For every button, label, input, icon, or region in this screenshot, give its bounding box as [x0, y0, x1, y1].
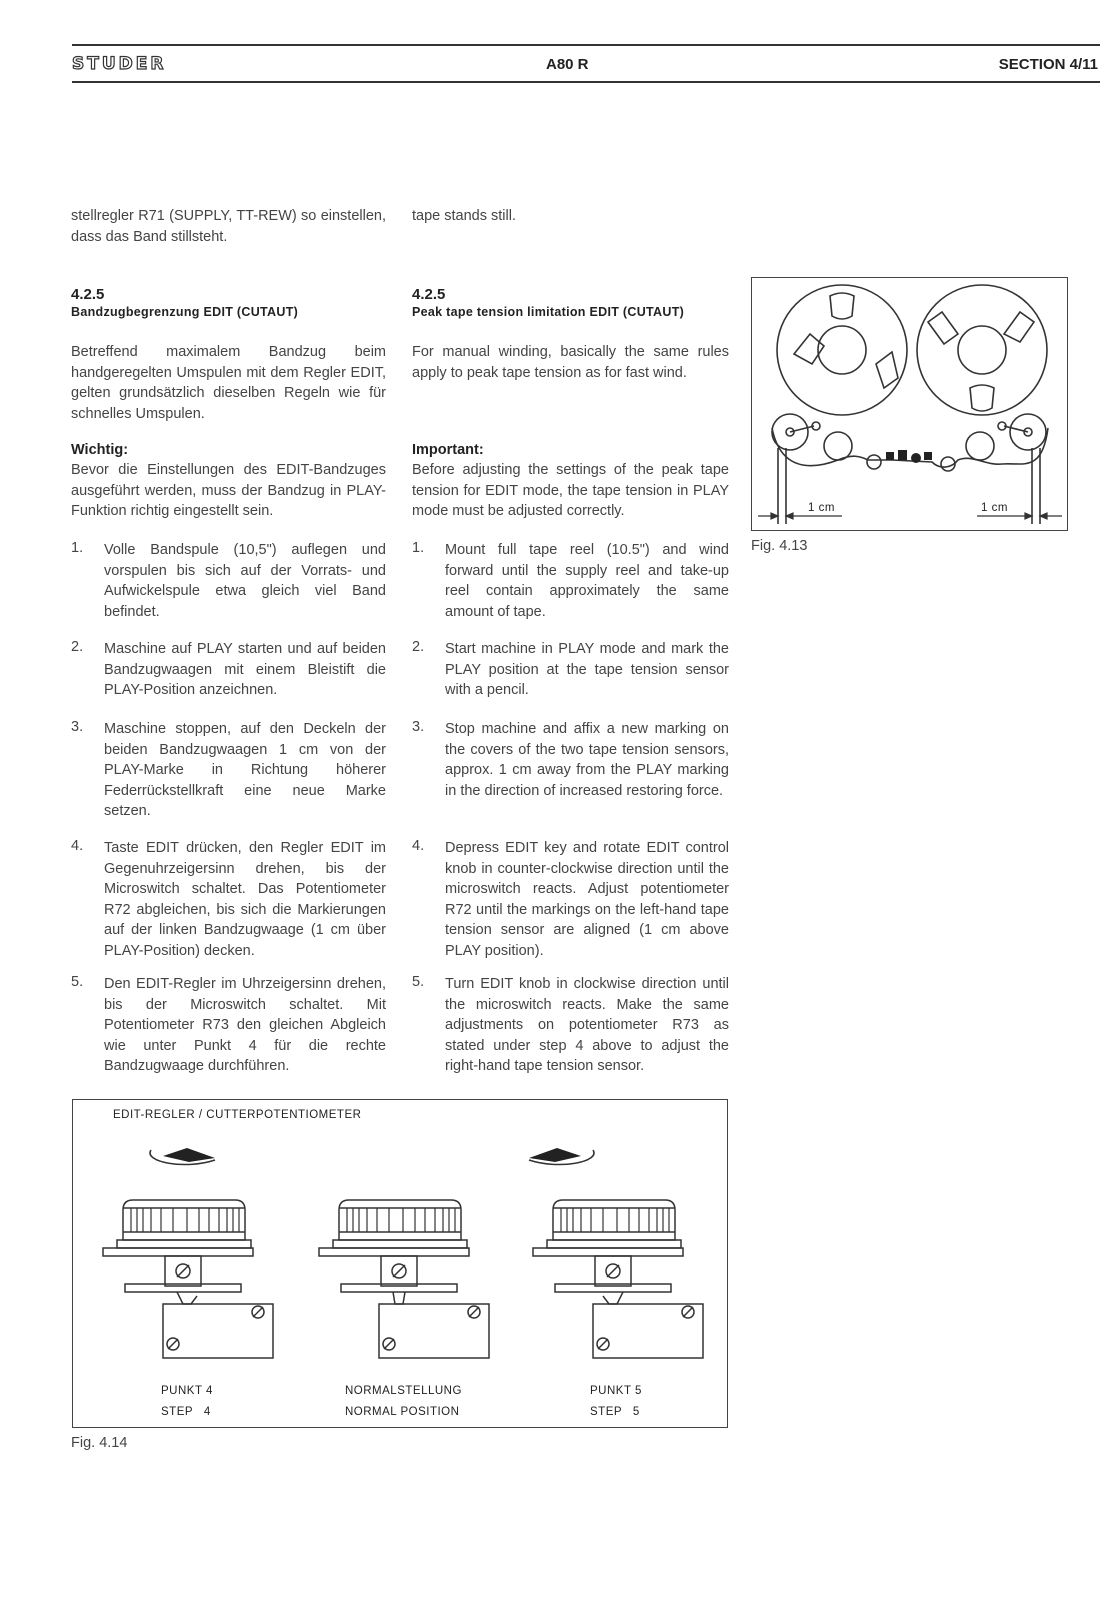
takeup-reel	[917, 285, 1047, 415]
position-label-de: PUNKT 5	[590, 1385, 642, 1397]
rotation-arrows	[150, 1150, 594, 1165]
de-step-text: Maschine stoppen, auf den Deckeln der beiden Bandzugwaagen 1 cm von der PLAY-Marke in Richtung höherer Federrückstellkraft eine neue Marke setzen.	[104, 721, 386, 819]
model-name: A80 R	[546, 56, 589, 73]
tape-head	[886, 452, 894, 460]
header-top-rule	[72, 44, 1100, 46]
left-dimension-label: 1 cm	[808, 502, 835, 514]
edit-knob-diagram	[73, 1100, 725, 1426]
takeup-reel-hub	[958, 326, 1006, 374]
en-step-text: Turn EDIT knob in clockwise direction until the microswitch reacts. Make the same adjustments on potentiometer R73 as stated under step 4 above to adjust the right-hand tape tension sensor.	[445, 976, 729, 1074]
supply-reel-hub	[818, 326, 866, 374]
de-important-text: Bevor die Einstellungen des EDIT-Bandzuges ausgeführt werden, muss der Bandzug in PLAY-Funktion richtig eingestellt sein.	[71, 462, 386, 519]
fig-4-14-caption: Fig. 4.14	[71, 1435, 128, 1451]
reel-window-shape	[1004, 312, 1034, 342]
en-step-number: 4.	[412, 838, 425, 854]
reel-window-shape	[876, 352, 898, 388]
position-label-en: STEP 4	[161, 1406, 211, 1418]
en-step-text: Depress EDIT key and rotate EDIT control knob in counter-clockwise direction until the microswitch reacts. Adjust potentiometer R72 until the markings on the left-hand tape tension sensor are aligned (1 cm above PLAY position).	[445, 840, 729, 959]
de-step-number: 1.	[71, 540, 84, 556]
en-step-text: Mount full tape reel (10.5") and wind forward until the supply reel and take-up reel contain approximately the same amount of tape.	[445, 542, 729, 620]
de-important-label: Wichtig:	[71, 442, 129, 458]
fig-4-14-frame	[72, 1099, 728, 1428]
de-step-text: Den EDIT-Regler im Uhrzeigersinn drehen, bis der Microswitch schaltet. Mit Potentiometer R73 den gleichen Abgleich wie unter Punkt 4 für die rechte Bandzugwaage durchführen.	[104, 976, 386, 1074]
section-number: SECTION 4/11	[998, 56, 1098, 73]
position-label-en: STEP 5	[590, 1406, 640, 1418]
position-label-en: NORMAL POSITION	[345, 1406, 460, 1418]
right-dimension-label: 1 cm	[981, 502, 1008, 514]
en-step-text: Stop machine and affix a new marking on the covers of the two tape tension sensors, approx. 1 cm away from the PLAY marking in the direction of increased restoring force.	[445, 721, 729, 799]
header-bottom-rule	[72, 81, 1100, 83]
de-step-number: 4.	[71, 838, 84, 854]
en-step-number: 5.	[412, 974, 425, 990]
position-label-de: NORMALSTELLUNG	[345, 1385, 462, 1397]
en-continuation: tape stands still.	[412, 208, 516, 224]
reel-window-shape	[970, 385, 994, 411]
fig-4-14-title: EDIT-REGLER / CUTTERPOTENTIOMETER	[113, 1109, 362, 1121]
capstan	[911, 453, 921, 463]
en-step-text: Start machine in PLAY mode and mark the PLAY position at the tape tension sensor with a pencil.	[445, 641, 729, 698]
de-step-number: 3.	[71, 719, 84, 735]
de-section-number: 4.2.5	[71, 286, 105, 303]
de-step-number: 2.	[71, 639, 84, 655]
de-step-text: Volle Bandspule (10,5") auflegen und vorspulen bis sich auf der Vorrats- und Aufwickelspule etwa gleich viel Band befindet.	[104, 542, 386, 620]
fig-4-13-caption: Fig. 4.13	[751, 538, 808, 554]
brand-logo: STUDER	[72, 54, 167, 74]
de-intro: Betreffend maximalem Bandzug beim handgeregelten Umspulen mit dem Regler EDIT, gelten grundsätzlich dieselben Regeln wie für schnelles Umspulen.	[71, 344, 386, 422]
en-section-number: 4.2.5	[412, 286, 446, 303]
en-important-text: Before adjusting the settings of the peak tape tension for EDIT mode, the tape tension in PLAY mode must be adjusted correctly.	[412, 462, 729, 519]
de-section-title: Bandzugbegrenzung EDIT (CUTAUT)	[71, 305, 299, 319]
en-step-number: 3.	[412, 719, 425, 735]
de-continuation: stellregler R71 (SUPPLY, TT-REW) so einstellen, dass das Band stillsteht.	[71, 208, 386, 245]
en-step-number: 1.	[412, 540, 425, 556]
en-important-label: Important:	[412, 442, 484, 458]
reel-window-shape	[928, 312, 958, 344]
en-intro: For manual winding, basically the same rules apply to peak tape tension as for fast wind.	[412, 344, 729, 381]
fig-4-13-frame	[751, 277, 1068, 531]
tape-machine-diagram	[752, 278, 1066, 529]
en-section-title: Peak tape tension limitation EDIT (CUTAUT)	[412, 305, 685, 319]
de-step-text: Taste EDIT drücken, den Regler EDIT im Gegenuhrzeigersinn drehen, bis der Microswitch schaltet. Das Potentiometer R72 abgleichen, bis sich die Markierungen auf der linken Bandzugwaage (1 cm über PLAY-Position) decken.	[104, 840, 386, 959]
de-step-number: 5.	[71, 974, 84, 990]
tape-head	[898, 450, 907, 460]
de-step-text: Maschine auf PLAY starten und auf beiden Bandzugwaagen mit einem Bleistift die PLAY-Position anzeichnen.	[104, 641, 386, 698]
en-step-number: 2.	[412, 639, 425, 655]
reel-window-shape	[830, 293, 854, 319]
tape-head	[924, 452, 932, 460]
position-label-de: PUNKT 4	[161, 1385, 213, 1397]
